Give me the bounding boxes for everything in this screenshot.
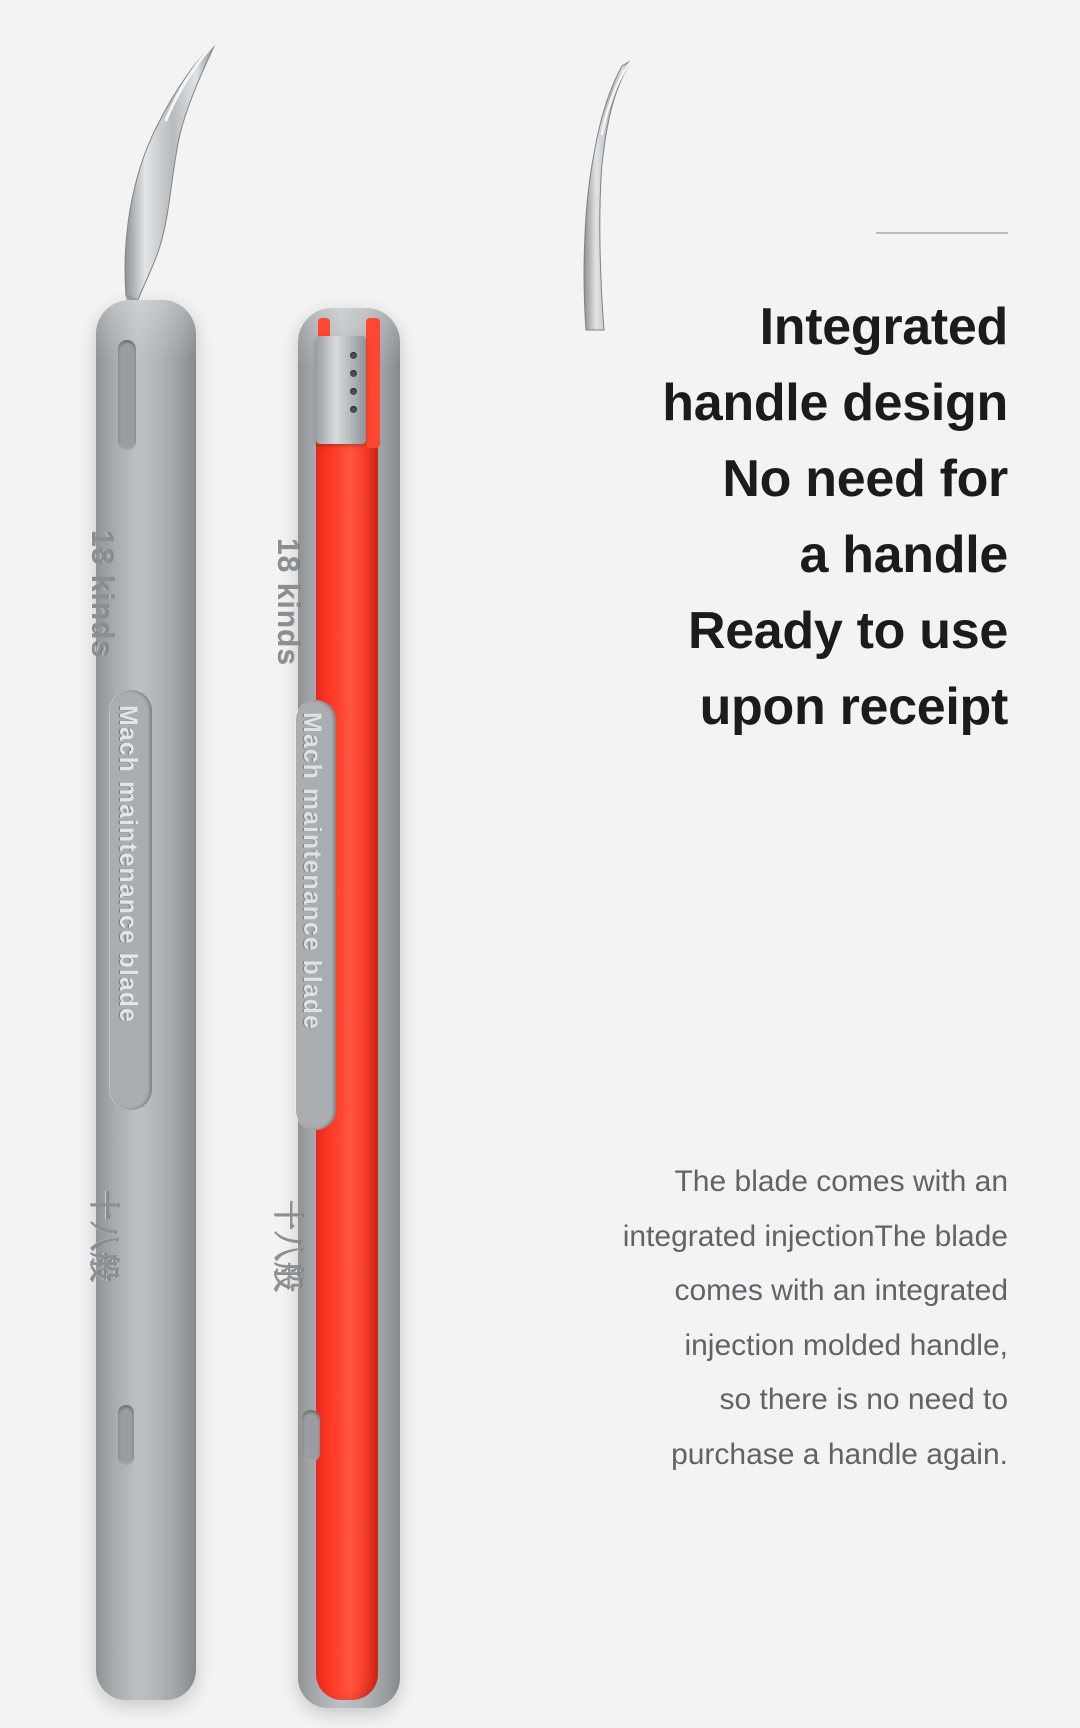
- headline-block: [608, 290, 1008, 745]
- headline-line-2: handle design: [662, 373, 1008, 432]
- clip-hole: [350, 370, 357, 377]
- left-handle-top-slot: [118, 340, 136, 450]
- left-product-text: Mach maintenance blade: [114, 705, 142, 1023]
- clip-hole: [350, 352, 357, 359]
- clip-hole: [350, 388, 357, 395]
- blade-clip: [316, 336, 366, 444]
- headline-line-6: upon receipt: [699, 677, 1008, 736]
- red-insert-side: [366, 318, 380, 448]
- handle-gloss: [96, 300, 196, 360]
- right-chinese-label: 十八般: [270, 1200, 303, 1293]
- marketing-text-column: [600, 0, 1020, 1728]
- curved-hook-blade-icon: [108, 28, 228, 328]
- body-line-3: comes with an integrated: [674, 1274, 1008, 1308]
- headline-divider: [876, 232, 1008, 234]
- right-tool: [260, 0, 580, 1728]
- body-copy-block: [588, 1155, 1008, 1483]
- headline-line-5: Ready to use: [687, 601, 1008, 660]
- body-line-6: purchase a handle again.: [671, 1437, 1008, 1471]
- left-handle-bottom-slot: [118, 1405, 134, 1465]
- clip-hole: [350, 406, 357, 413]
- right-product-text: Mach maintenance blade: [298, 712, 326, 1030]
- body-line-1: The blade comes with an: [674, 1165, 1008, 1198]
- headline-line-3: No need for: [722, 449, 1008, 508]
- body-line-2: integrated injectionThe blade: [622, 1219, 1008, 1253]
- body-line-4: injection molded handle,: [684, 1328, 1008, 1362]
- body-line-5: so there is no need to: [719, 1383, 1008, 1417]
- left-kinds-label: 18 kinds: [85, 530, 118, 659]
- headline-line-1: Integrated: [759, 298, 1008, 356]
- right-kinds-label: 18 kinds: [271, 538, 304, 667]
- right-handle-bottom-slot: [302, 1410, 320, 1462]
- headline-line-4: a handle: [799, 525, 1008, 584]
- left-tool: [0, 0, 300, 1728]
- left-chinese-label: 十八般: [86, 1190, 119, 1283]
